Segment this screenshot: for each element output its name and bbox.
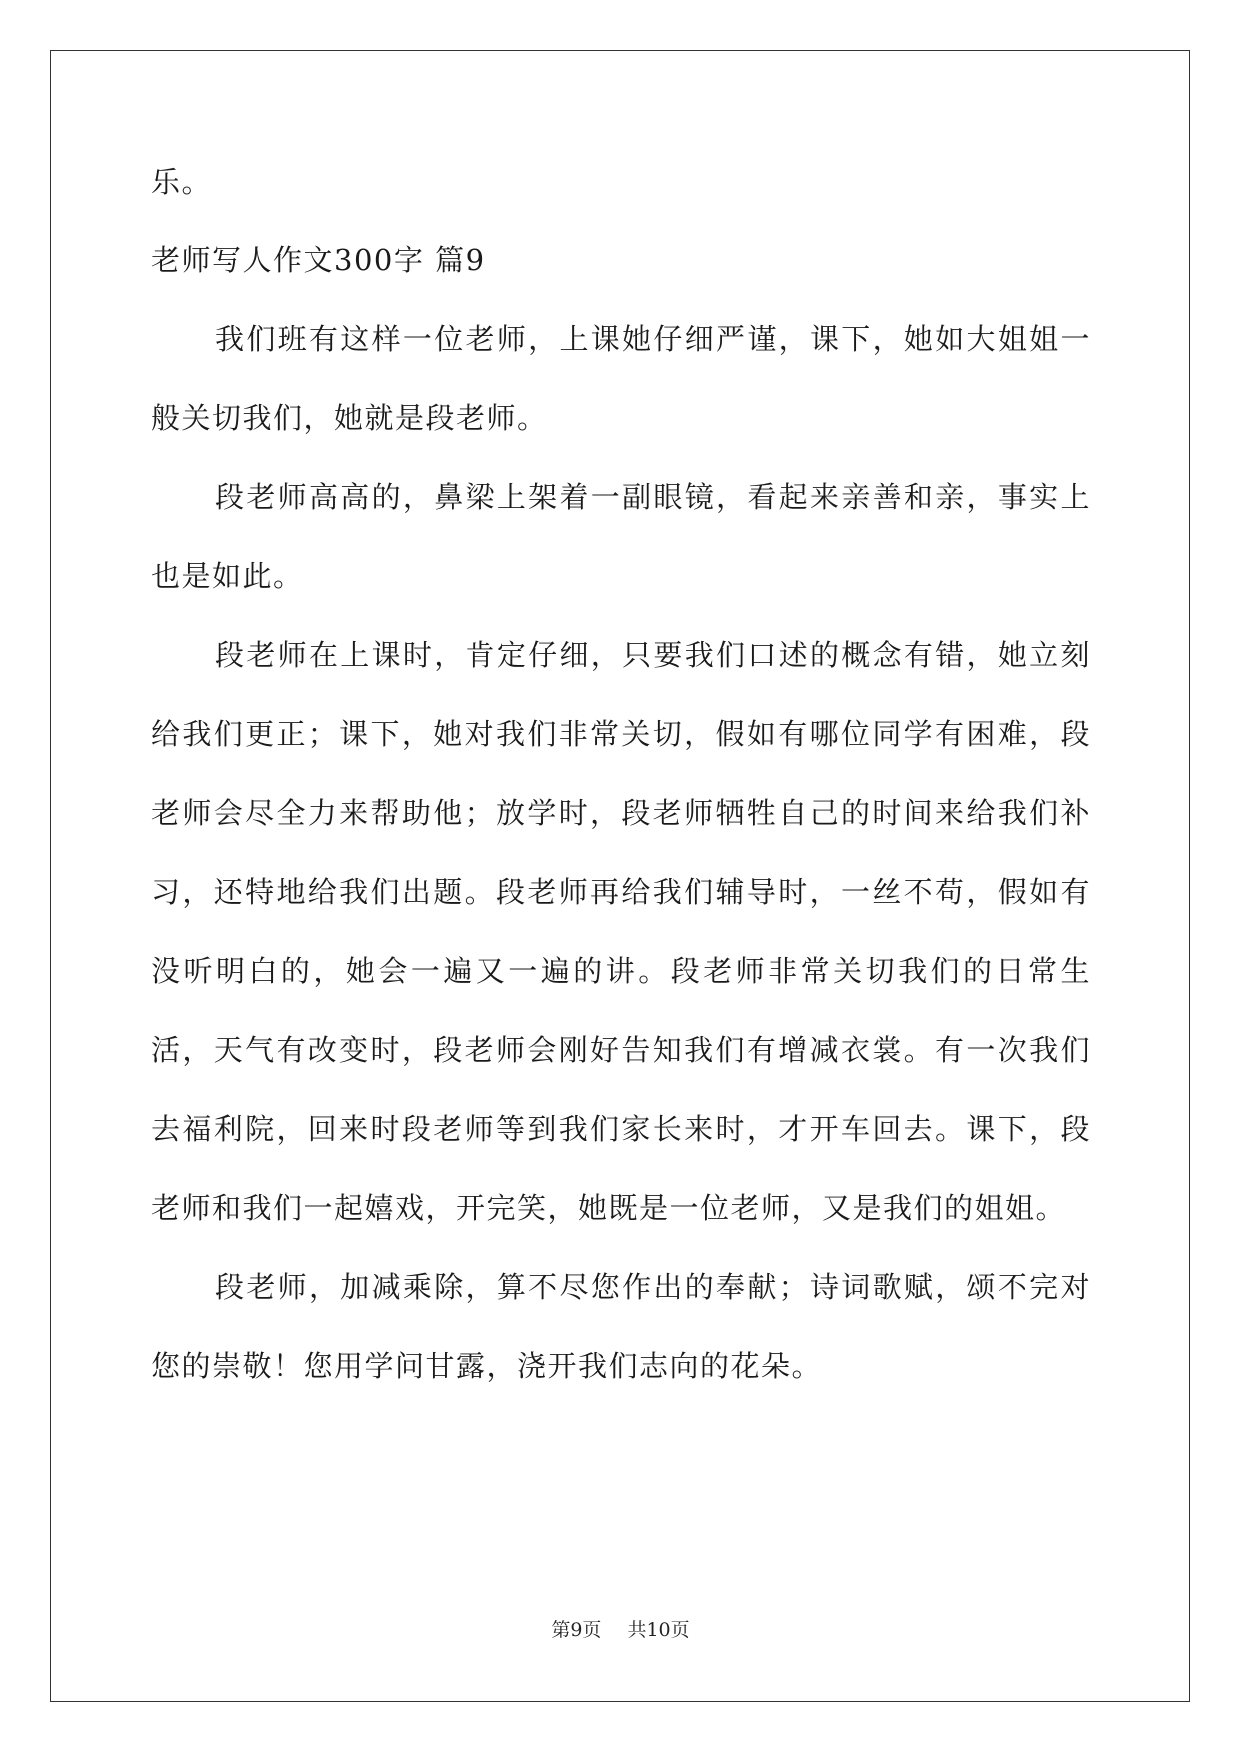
- essay-heading: 老师写人作文300字 篇9: [151, 243, 486, 277]
- paragraph-3: 段老师在上课时，肯定仔细，只要我们口述的概念有错，她立刻给我们更正；课下，她对我们非常关切，假如有哪位同学有困难，段老师会尽全力来帮助他；放学时，段老师牺牲自己的时间来给我们补习，还特地给我们出题。段老师再给我们辅导时，一丝不苟，假如有没听明白的，她会一遍又一遍的讲。段老师非常关切我们的日常生活，天气有改变时，段老师会刚好告知我们有增减衣裳。有一次我们去福利院，回来时段老师等到我们家长来时，才开车回去。课下，段老师和我们一起嬉戏，开完笑，她既是一位老师，又是我们的姐姐。: [151, 638, 1091, 1225]
- paragraph-1: 我们班有这样一位老师，上课她仔细严谨，课下，她如大姐姐一般关切我们，她就是段老师。: [151, 322, 1091, 435]
- continuation-text: 乐。: [151, 165, 213, 199]
- paragraph-4: 段老师，加减乘除，算不尽您作出的奉献；诗词歌赋，颂不完对您的崇敬！您用学问甘露，浇开我们志向的花朵。: [151, 1270, 1091, 1383]
- page-footer: [0, 1618, 1241, 1642]
- document-body: [151, 162, 1091, 1406]
- page-total: 共10页: [627, 1619, 690, 1641]
- page-number: 第9页: [551, 1619, 602, 1641]
- paragraph-2: 段老师高高的，鼻梁上架着一副眼镜，看起来亲善和亲，事实上也是如此。: [151, 480, 1091, 593]
